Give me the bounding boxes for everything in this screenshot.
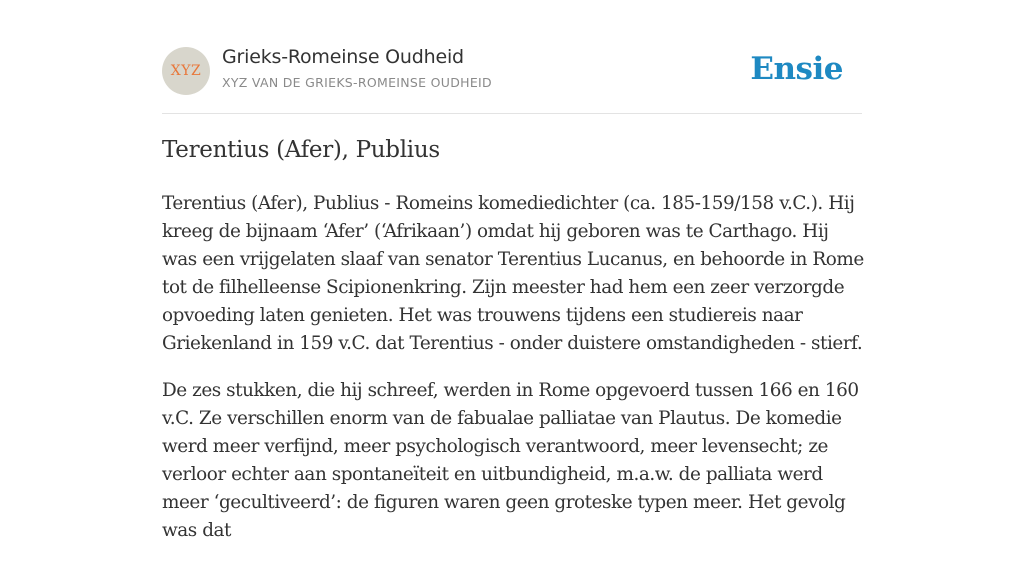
source-header [162,46,862,96]
article-title: Terentius (Afer), Publius [162,137,440,163]
article-paragraph: Terentius (Afer), Publius - Romeins komediedichter (ca. 185-159/158 v.C.). Hij kreeg de bijnaam ‘Afer’ (‘Afrikaan’) omdat hij geboren was te Carthago. Hij was een vrijgelaten slaaf van senator Terentius Lucanus, en behoorde in Rome tot de filhelleense Scipionenkring. Zijn meester had hem een zeer verzorgde opvoeding laten genieten. Het was trouwens tijdens een studiereis naar Griekenland in 159 v.C. dat Terentius - onder duistere omstandigheden - stierf. [162,193,864,354]
source-subtitle: XYZ VAN DE GRIEKS-ROMEINSE OUDHEID [222,75,492,90]
brand-logo[interactable]: Ensie [750,51,843,87]
source-avatar[interactable]: XYZ [162,47,210,95]
header-divider [162,113,862,114]
source-title[interactable]: Grieks-Romeinse Oudheid [222,46,464,68]
article-paragraph: De zes stukken, die hij schreef, werden in Rome opgevoerd tussen 166 en 160 v.C. Ze verschillen enorm van de fabualae palliatae van Plautus. De komedie werd meer verfijnd, meer psychologisch verantwoord, meer levensecht; ze verloor echter aan spontaneïteit en uitbundigheid, m.a.w. de palliata werd meer ‘gecultiveerd’: de figuren waren geen groteske typen meer. Het gevolg was dat [162,380,859,541]
article-body [162,190,867,564]
